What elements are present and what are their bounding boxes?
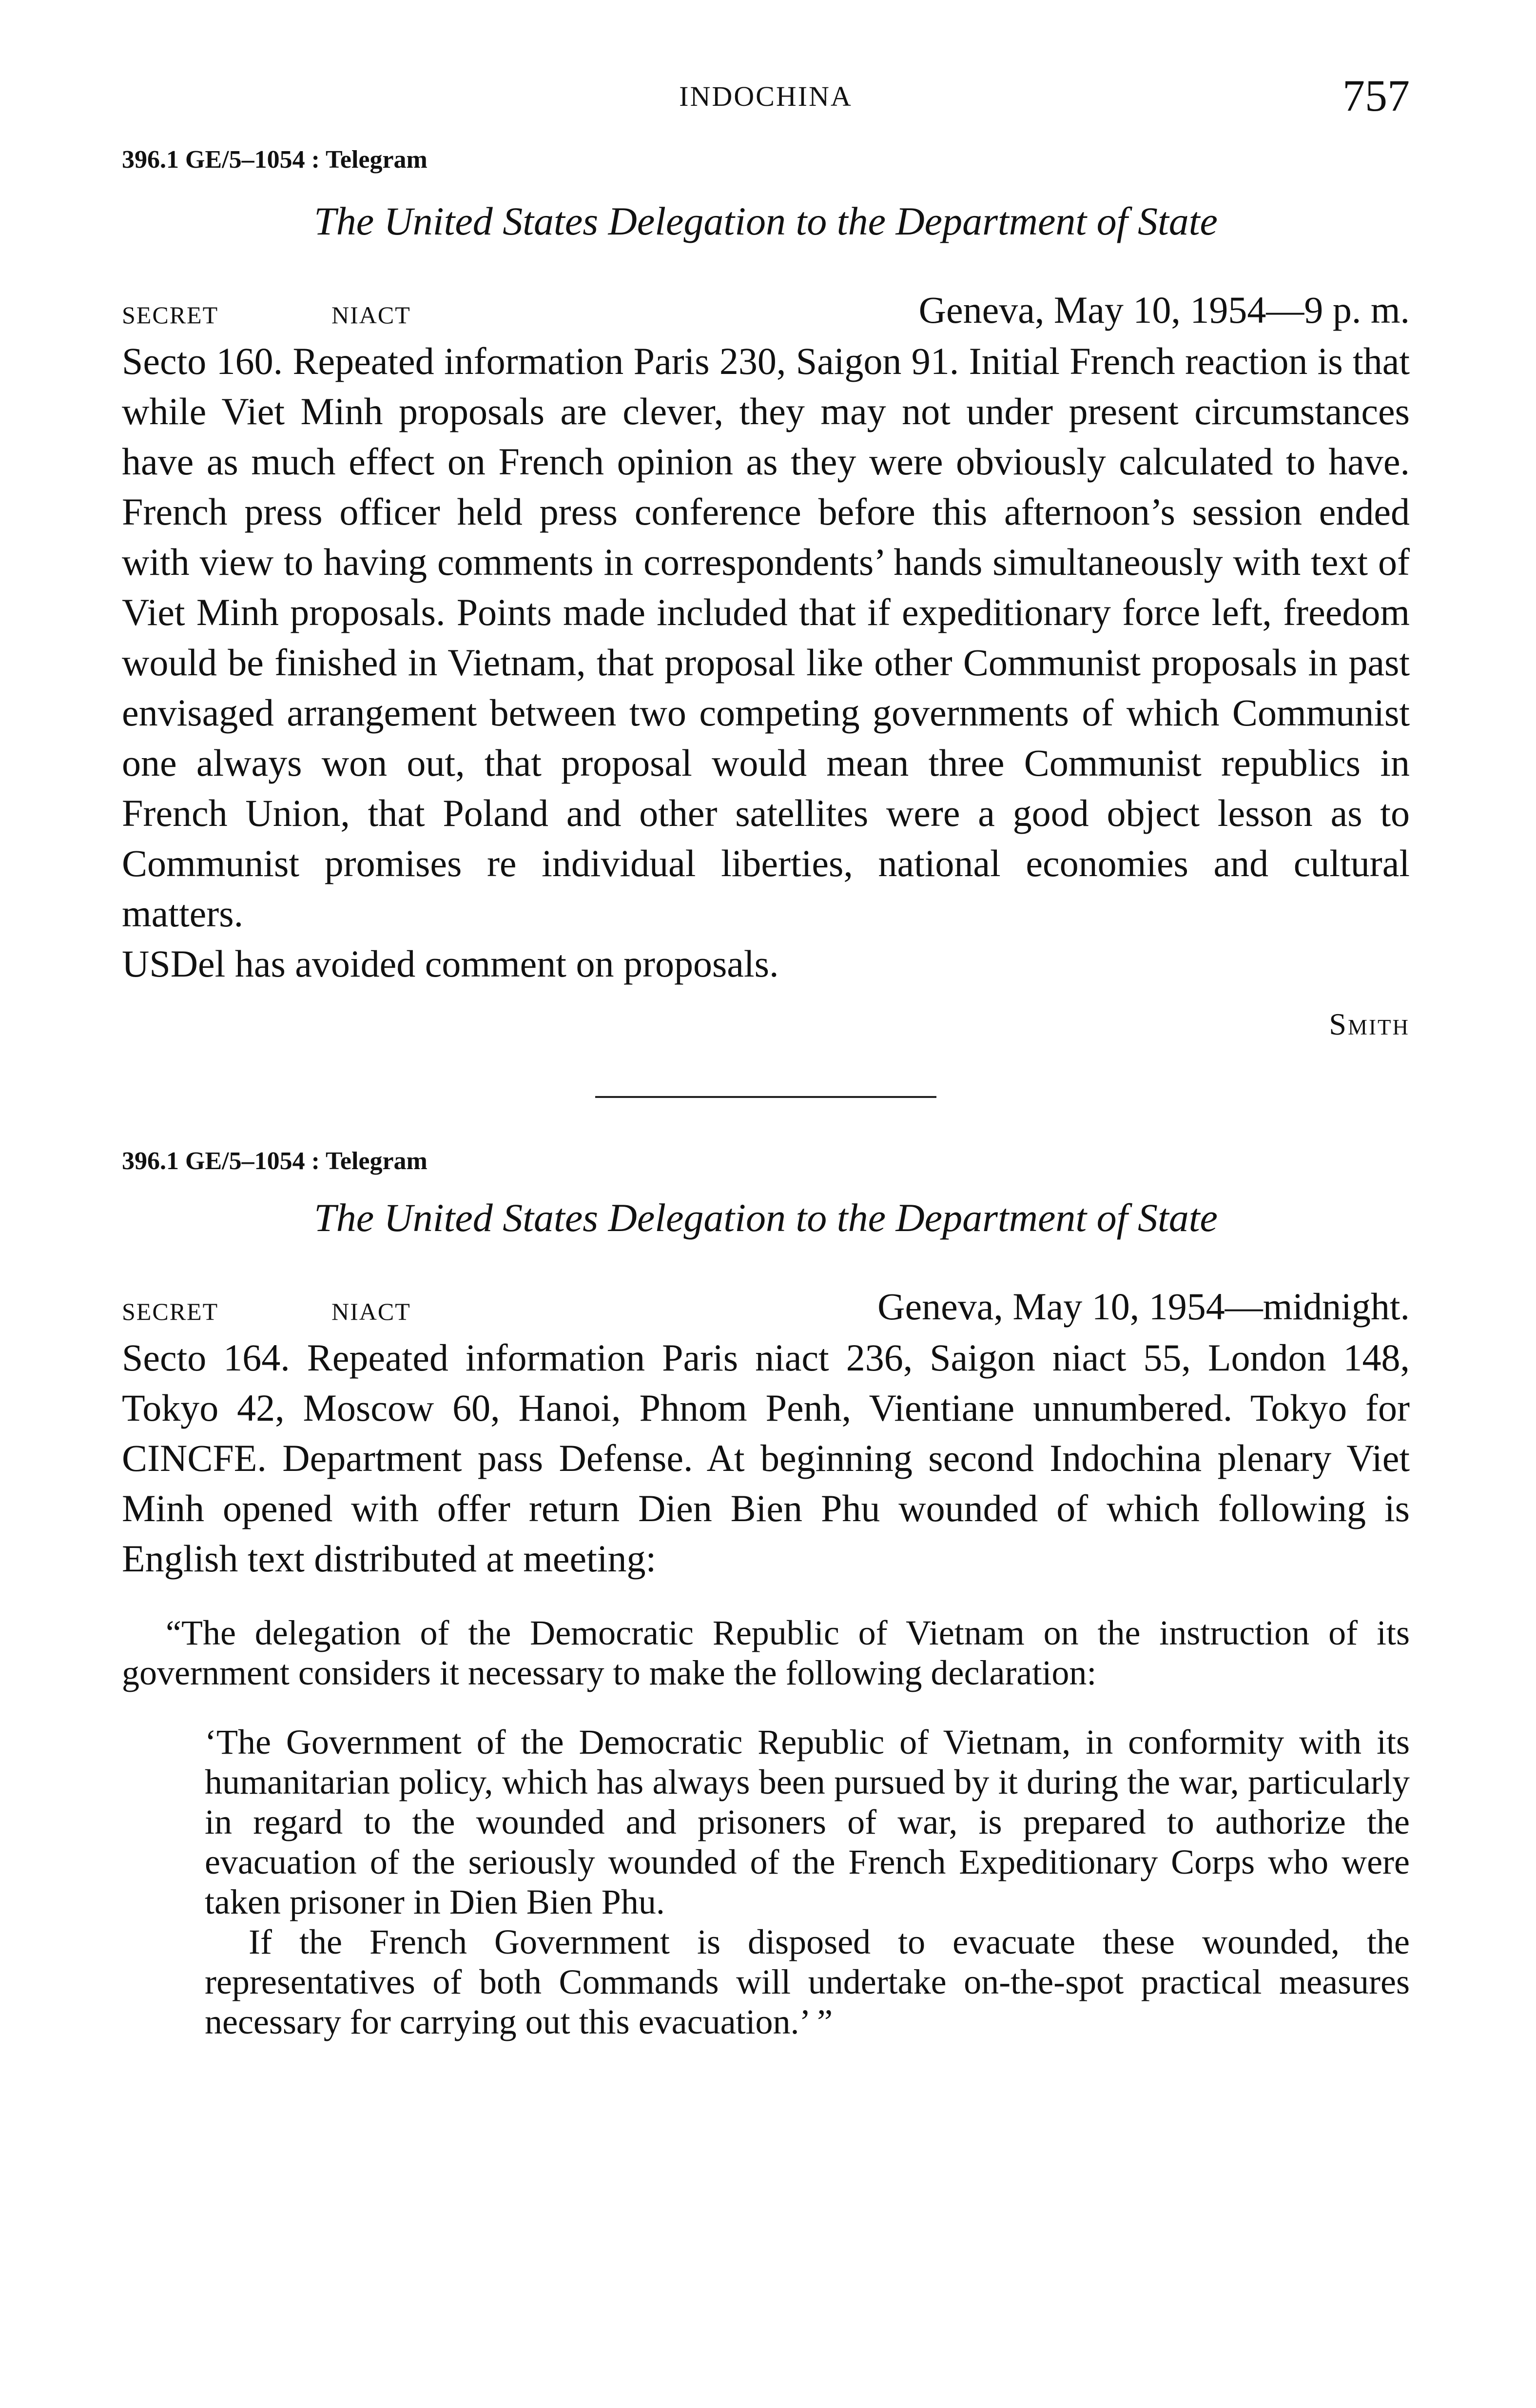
body-paragraph: Secto 164. Repeated information Paris niact 236, Saigon niact 55, London 148, Tokyo 42, Moscow 60, Hanoi, Phnom Penh, Vientiane unnumbered. Tokyo for CINCFE. Department pass Defense. At beginning second Indochina plenary Viet Minh opened with offer return Dien Bien Phu wounded of which following is English text distributed at meeting: <box>122 1336 1410 1580</box>
classification-label: SECRET <box>122 1298 219 1325</box>
telegram-meta-line <box>122 1285 1410 1332</box>
inner-quote-paragraph: ‘The Government of the Democratic Republic of Vietnam, in conformity with its humanitarian policy, which has always been pursued by it during the war, particularly in regard to the wounded and prisoners of war, is prepared to authorize the evacuation of the seriously wounded of the French Expeditionary Corps who were taken prisoner in Dien Bien Phu. <box>205 1723 1410 1921</box>
telegram-1 <box>122 145 1410 1042</box>
file-reference: 396.1 GE/5–1054 : Telegram <box>122 146 428 174</box>
file-reference: 396.1 GE/5–1054 : Telegram <box>122 1147 428 1175</box>
telegram-2 <box>122 1147 1410 2042</box>
document-heading: The United States Delegation to the Department of State <box>314 199 1218 243</box>
running-title: INDOCHINA <box>679 80 853 112</box>
quote-intro: “The delegation of the Democratic Republic of Vietnam on the instruction of its government considers it necessary to make the following declaration: <box>122 1613 1410 1692</box>
page-number: 757 <box>1342 71 1410 120</box>
classification-label: SECRET <box>122 301 219 329</box>
signature: Smith <box>1329 1007 1410 1041</box>
precedence-label: NIACT <box>331 1298 411 1325</box>
body-paragraph: USDel has avoided comment on proposals. <box>122 942 779 985</box>
dateline: Geneva, May 10, 1954—midnight. <box>877 1285 1410 1328</box>
precedence-label: NIACT <box>331 301 411 329</box>
quoted-declaration <box>122 1613 1410 2042</box>
running-head <box>122 73 1410 132</box>
dateline: Geneva, May 10, 1954—9 p. m. <box>918 289 1410 331</box>
inner-quote-paragraph: If the French Government is disposed to evacuate these wounded, the representatives of both Commands will undertake on-the-spot practical measures necessary for carrying out this evacuation.’ ” <box>205 1922 1410 2041</box>
telegram-meta-line <box>122 288 1410 336</box>
inner-quotation <box>122 1722 1410 2042</box>
document-page <box>122 73 1410 2042</box>
body-paragraph: Secto 160. Repeated information Paris 230, Saigon 91. Initial French reaction is that while Viet Minh proposals are clever, they may not under present circumstances have as much effect on French opinion as they were obviously calculated to have. French press officer held press conference before this afternoon’s session ended with view to having comments in correspondents’ hands simultaneously with text of Viet Minh proposals. Points made included that if expeditionary force left, freedom would be finished in Vietnam, that proposal like other Communist proposals in past envisaged arrangement between two competing governments of which Communist one always won out, that proposal would mean three Communist republics in French Union, that Poland and other satellites were a good object lesson as to Communist promises re individual liberties, national economies and cultural matters. <box>122 340 1410 935</box>
section-divider <box>595 1096 936 1098</box>
document-heading: The United States Delegation to the Department of State <box>314 1195 1218 1240</box>
